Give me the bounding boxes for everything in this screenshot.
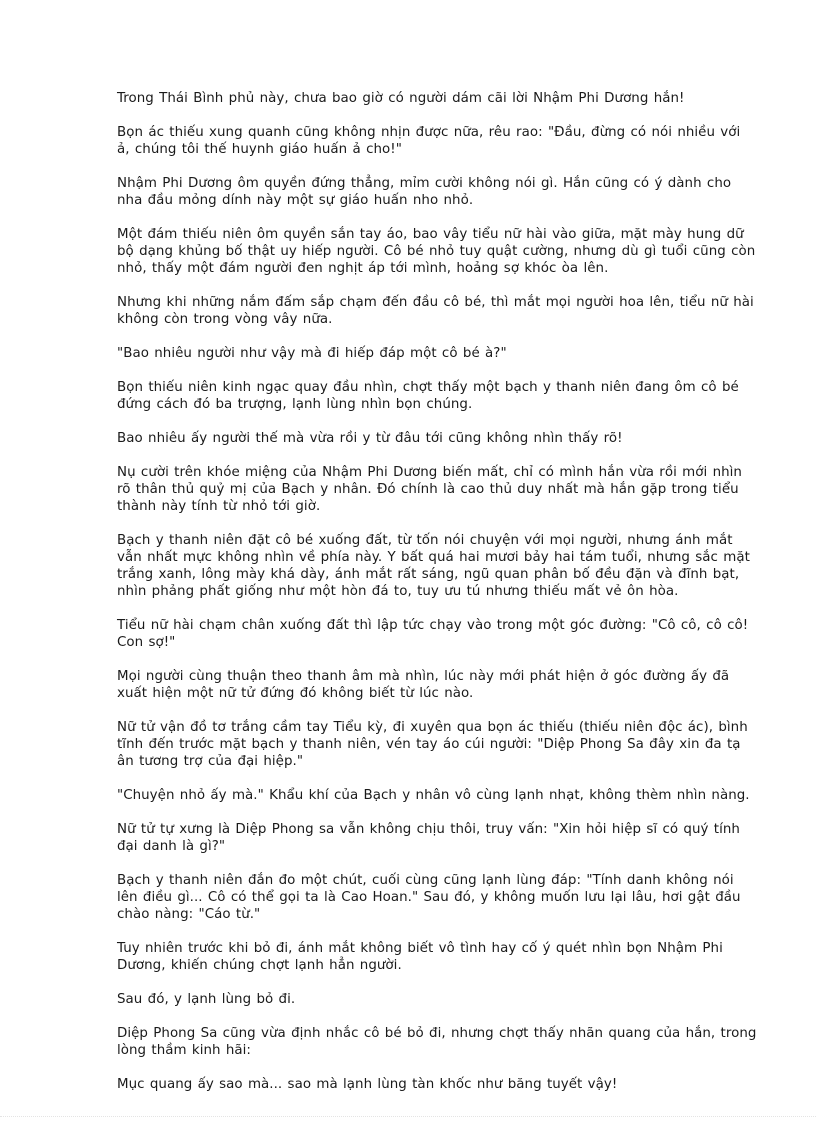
paragraph: Trong Thái Bình phủ này, chưa bao giờ có người dám cãi lời Nhậm Phi Dương hắn! [117,91,685,106]
paragraph: "Chuyện nhỏ ấy mà." Khẩu khí của Bạch y nhân vô cùng lạnh nhạt, không thèm nhìn nàng. [117,788,750,803]
paragraph: Một đám thiếu niên ôm quyền sắn tay áo, bao vây tiểu nữ hài vào giữa, mặt mày hung dữ bộ dạng khủng bố thật uy hiếp người. Cô bé nhỏ tuy quật cường, nhưng dù gì tuổi cũng còn nhỏ, thấy một đám người đen nghịt áp tới mình, hoảng sợ khóc òa lên. [117,227,756,276]
paragraph: Mọi người cùng thuận theo thanh âm mà nhìn, lúc này mới phát hiện ở góc đường ấy đã xuất hiện một nữ tử đứng đó không biết từ lúc nào. [117,669,730,701]
paragraph: Tiểu nữ hài chạm chân xuống đất thì lập tức chạy vào trong một góc đường: "Cô cô, cô cô! Con sợ!" [117,618,749,650]
paragraph: Bạch y thanh niên đặt cô bé xuống đất, từ tốn nói chuyện với mọi người, nhưng ánh mắt vẫn nhất mực không nhìn về phía này. Y bất quá hai mươi bảy hai tám tuổi, nhưng sắc mặt trắng xanh, lông mày khá dày, ánh mắt rất sáng, ngũ quan phân bố đều đặn và đĩnh bạt, nhìn phảng phất giống như một hòn đá to, tuy ưu tú nhưng thiếu mất vẻ ôn hòa. [117,533,750,599]
paragraph: Bọn thiếu niên kinh ngạc quay đầu nhìn, chợt thấy một bạch y thanh niên đang ôm cô bé đứng cách đó ba trượng, lạnh lùng nhìn bọn chúng. [117,380,739,412]
paragraph: Bao nhiêu ấy người thế mà vừa rồi y từ đâu tới cũng không nhìn thấy rõ! [117,431,623,446]
paragraph: Bạch y thanh niên đắn đo một chút, cuối cùng cũng lạnh lùng đáp: "Tính danh không nói lên điều gì... Cô có thể gọi ta là Cao Hoan." Sau đó, y không muốn lưu lại lâu, hơi gật đầu chào nàng: "Cáo từ." [117,873,741,922]
paragraph: Nhưng khi những nắm đấm sắp chạm đến đầu cô bé, thì mắt mọi người hoa lên, tiểu nữ hài không còn trong vòng vây nữa. [117,295,754,327]
paragraph: Mục quang ấy sao mà... sao mà lạnh lùng tàn khốc như băng tuyết vậy! [117,1077,618,1092]
paragraph: Sau đó, y lạnh lùng bỏ đi. [117,992,296,1007]
paragraph: Tuy nhiên trước khi bỏ đi, ánh mắt không biết vô tình hay cố ý quét nhìn bọn Nhậm Phi Dương, khiến chúng chợt lạnh hẳn người. [117,941,723,973]
paragraph: Nhậm Phi Dương ôm quyền đứng thẳng, mỉm cười không nói gì. Hắn cũng có ý dành cho nha đầu mỏng dính này một sự giáo huấn nho nhỏ. [117,176,732,208]
document-body [117,90,757,1110]
paragraph: Nụ cười trên khóe miệng của Nhậm Phi Dương biến mất, chỉ có mình hắn vừa rồi mới nhìn rõ thân thủ quỷ mị của Bạch y nhân. Đó chính là cao thủ duy nhất mà hắn gặp trong tiểu thành này tính từ nhỏ tới giờ. [117,465,742,514]
page-bottom-divider [0,1116,816,1117]
paragraph: "Bao nhiêu người như vậy mà đi hiếp đáp một cô bé à?" [117,346,507,361]
paragraph: Diệp Phong Sa cũng vừa định nhắc cô bé bỏ đi, nhưng chợt thấy nhãn quang của hắn, trong lòng thầm kinh hãi: [117,1026,757,1058]
paragraph: Bọn ác thiếu xung quanh cũng không nhịn được nữa, rêu rao: "Đầu, đừng có nói nhiều với ả, chúng tôi thế huynh giáo huấn ả cho!" [117,125,741,157]
paragraph: Nữ tử tự xưng là Diệp Phong sa vẫn không chịu thôi, truy vấn: "Xin hỏi hiệp sĩ có quý tính đại danh là gì?" [117,822,740,854]
paragraph: Nữ tử vận đồ tơ trắng cầm tay Tiểu kỳ, đi xuyên qua bọn ác thiếu (thiếu niên độc ác), bình tĩnh đến trước mặt bạch y thanh niên, vén tay áo cúi người: "Diệp Phong Sa đây xin đa tạ ân tương trợ của đại hiệp." [117,720,748,769]
